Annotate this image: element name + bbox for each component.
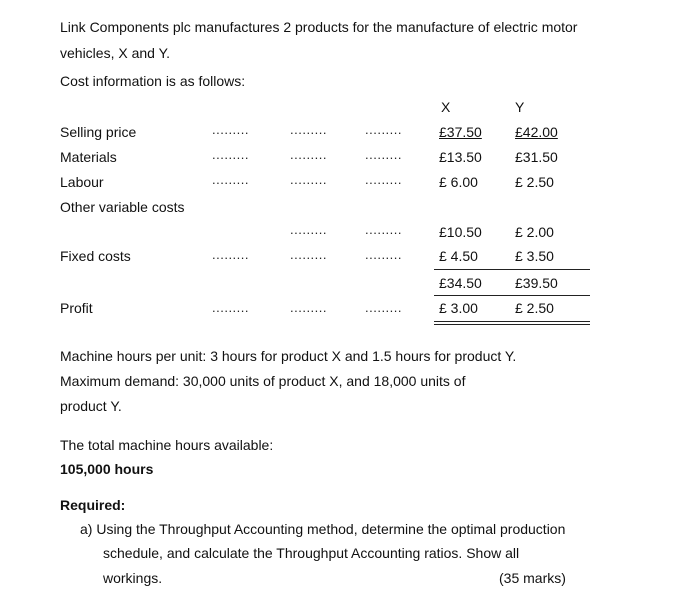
value-x-labour: £ 6.00 bbox=[439, 174, 478, 190]
required-item-a-line-2: schedule, and calculate the Throughput Accounting ratios. Show all bbox=[103, 545, 520, 561]
value-x-materials: £13.50 bbox=[439, 149, 482, 165]
value-y-other-variable-costs: £ 2.00 bbox=[515, 224, 554, 240]
required-heading: Required: bbox=[60, 497, 126, 513]
value-x-other-variable-costs: £10.50 bbox=[439, 224, 482, 240]
leader-dots: ......... bbox=[290, 147, 328, 162]
leader-dots: ......... bbox=[365, 122, 403, 137]
value-x-selling-price: £37.50 bbox=[439, 124, 482, 140]
value-y-labour: £ 2.50 bbox=[515, 174, 554, 190]
marks-allocation: (35 marks) bbox=[499, 570, 566, 586]
value-y-fixed-costs: £ 3.50 bbox=[515, 248, 554, 264]
available-hours-value: 105,000 hours bbox=[60, 461, 154, 477]
row-label-materials: Materials bbox=[60, 149, 117, 165]
value-y-profit: £ 2.50 bbox=[515, 300, 554, 316]
row-label-other-variable-costs: Other variable costs bbox=[60, 199, 185, 215]
required-item-a-line-3: workings. bbox=[103, 570, 163, 586]
leader-dots: ......... bbox=[290, 122, 328, 137]
value-x-fixed-costs: £ 4.50 bbox=[439, 248, 478, 264]
intro-line-1: Link Components plc manufactures 2 products for the manufacture of electric motor bbox=[60, 19, 578, 35]
leader-dots: ......... bbox=[365, 172, 403, 187]
leader-dots: ......... bbox=[365, 147, 403, 162]
required-item-a-line-1: a) Using the Throughput Accounting method, determine the optimal production bbox=[80, 521, 566, 537]
leader-dots: ......... bbox=[290, 222, 328, 237]
column-header-y: Y bbox=[515, 99, 525, 115]
profit-rule-top bbox=[434, 295, 590, 296]
row-label-fixed-costs: Fixed costs bbox=[60, 248, 131, 264]
intro-line-3: Cost information is as follows: bbox=[60, 73, 246, 89]
value-y-selling-price: £42.00 bbox=[515, 124, 558, 140]
leader-dots: ......... bbox=[365, 300, 403, 315]
leader-dots: ......... bbox=[212, 122, 250, 137]
leader-dots: ......... bbox=[365, 222, 403, 237]
machine-hours-line-1: Machine hours per unit: 3 hours for product X and 1.5 hours for product Y. bbox=[60, 348, 517, 364]
leader-dots: ......... bbox=[212, 247, 250, 262]
column-header-x: X bbox=[441, 99, 451, 115]
leader-dots: ......... bbox=[212, 147, 250, 162]
profit-double-rule-2 bbox=[434, 324, 590, 325]
leader-dots: ......... bbox=[365, 247, 403, 262]
value-y-total-costs: £39.50 bbox=[515, 275, 558, 291]
row-label-labour: Labour bbox=[60, 174, 104, 190]
profit-double-rule-1 bbox=[434, 321, 590, 322]
leader-dots: ......... bbox=[212, 172, 250, 187]
leader-dots: ......... bbox=[290, 300, 328, 315]
leader-dots: ......... bbox=[212, 300, 250, 315]
intro-line-2: vehicles, X and Y. bbox=[60, 45, 171, 61]
leader-dots: ......... bbox=[290, 172, 328, 187]
row-label-selling-price: Selling price bbox=[60, 124, 137, 140]
value-x-profit: £ 3.00 bbox=[439, 300, 478, 316]
value-x-total-costs: £34.50 bbox=[439, 275, 482, 291]
leader-dots: ......... bbox=[290, 247, 328, 262]
machine-hours-line-2: Maximum demand: 30,000 units of product X, and 18,000 units of bbox=[60, 373, 466, 389]
row-label-profit: Profit bbox=[60, 300, 93, 316]
machine-hours-line-3: product Y. bbox=[60, 398, 122, 414]
total-rule-top bbox=[434, 269, 590, 270]
value-y-materials: £31.50 bbox=[515, 149, 558, 165]
available-hours-label: The total machine hours available: bbox=[60, 437, 274, 453]
